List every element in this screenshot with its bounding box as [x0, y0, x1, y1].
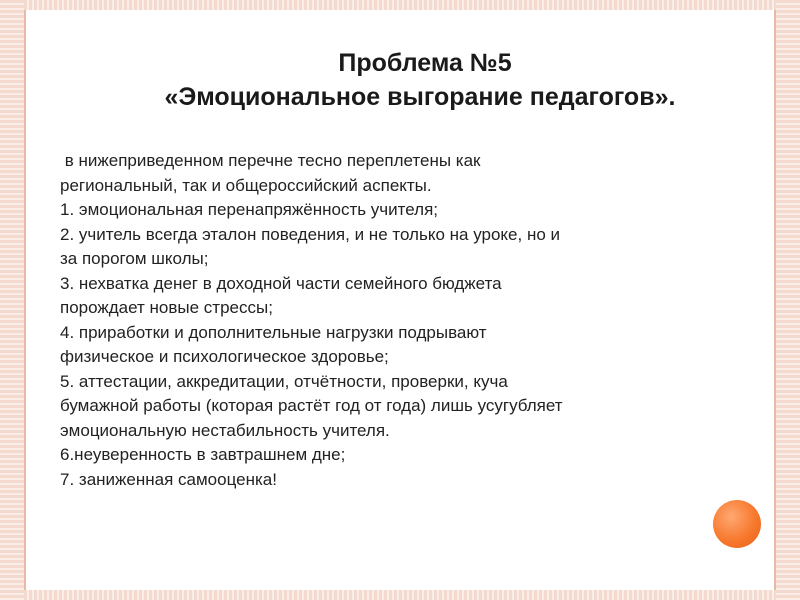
title-line-1: Проблема №5 — [338, 49, 512, 77]
list-item-3-cont: порождает новые стрессы; — [60, 298, 273, 317]
body-line: в нижеприведенном перечне тесно переплетены как — [60, 151, 481, 170]
left-border-decoration — [0, 0, 24, 600]
list-item-2-cont: за порогом школы; — [60, 249, 209, 268]
list-item-7: 7. заниженная самооценка! — [60, 469, 277, 489]
list-item-3: 3. нехватка денег в доходной части семейного бюджета — [60, 273, 502, 293]
list-item-5-cont: бумажной работы (которая растёт год от года) лишь усугубляет — [60, 396, 563, 415]
slide-body — [60, 149, 740, 492]
list-item-4: 4. приработки и дополнительные нагрузки подрывают — [60, 322, 487, 342]
list-item-5: 5. аттестации, аккредитации, отчётности, проверки, куча — [60, 371, 508, 391]
decorative-circle — [713, 500, 761, 548]
list-item-2: 2. учитель всегда эталон поведения, и не только на уроке, но и — [60, 224, 561, 244]
list-item-4-cont: физическое и психологическое здоровье; — [60, 347, 389, 366]
top-border-decoration — [24, 0, 776, 10]
bottom-border-decoration — [24, 590, 776, 600]
title-line-2: «Эмоциональное выгорание педагогов». — [164, 83, 676, 111]
list-item-6: 6.неуверенность в завтрашнем дне; — [60, 445, 346, 464]
body-line: региональный, так и общероссийский аспекты. — [60, 175, 432, 195]
slide-title — [60, 46, 780, 114]
list-item-1: 1. эмоциональная перенапряжённость учителя; — [60, 200, 438, 219]
list-item-5-cont: эмоциональную нестабильность учителя. — [60, 420, 390, 440]
